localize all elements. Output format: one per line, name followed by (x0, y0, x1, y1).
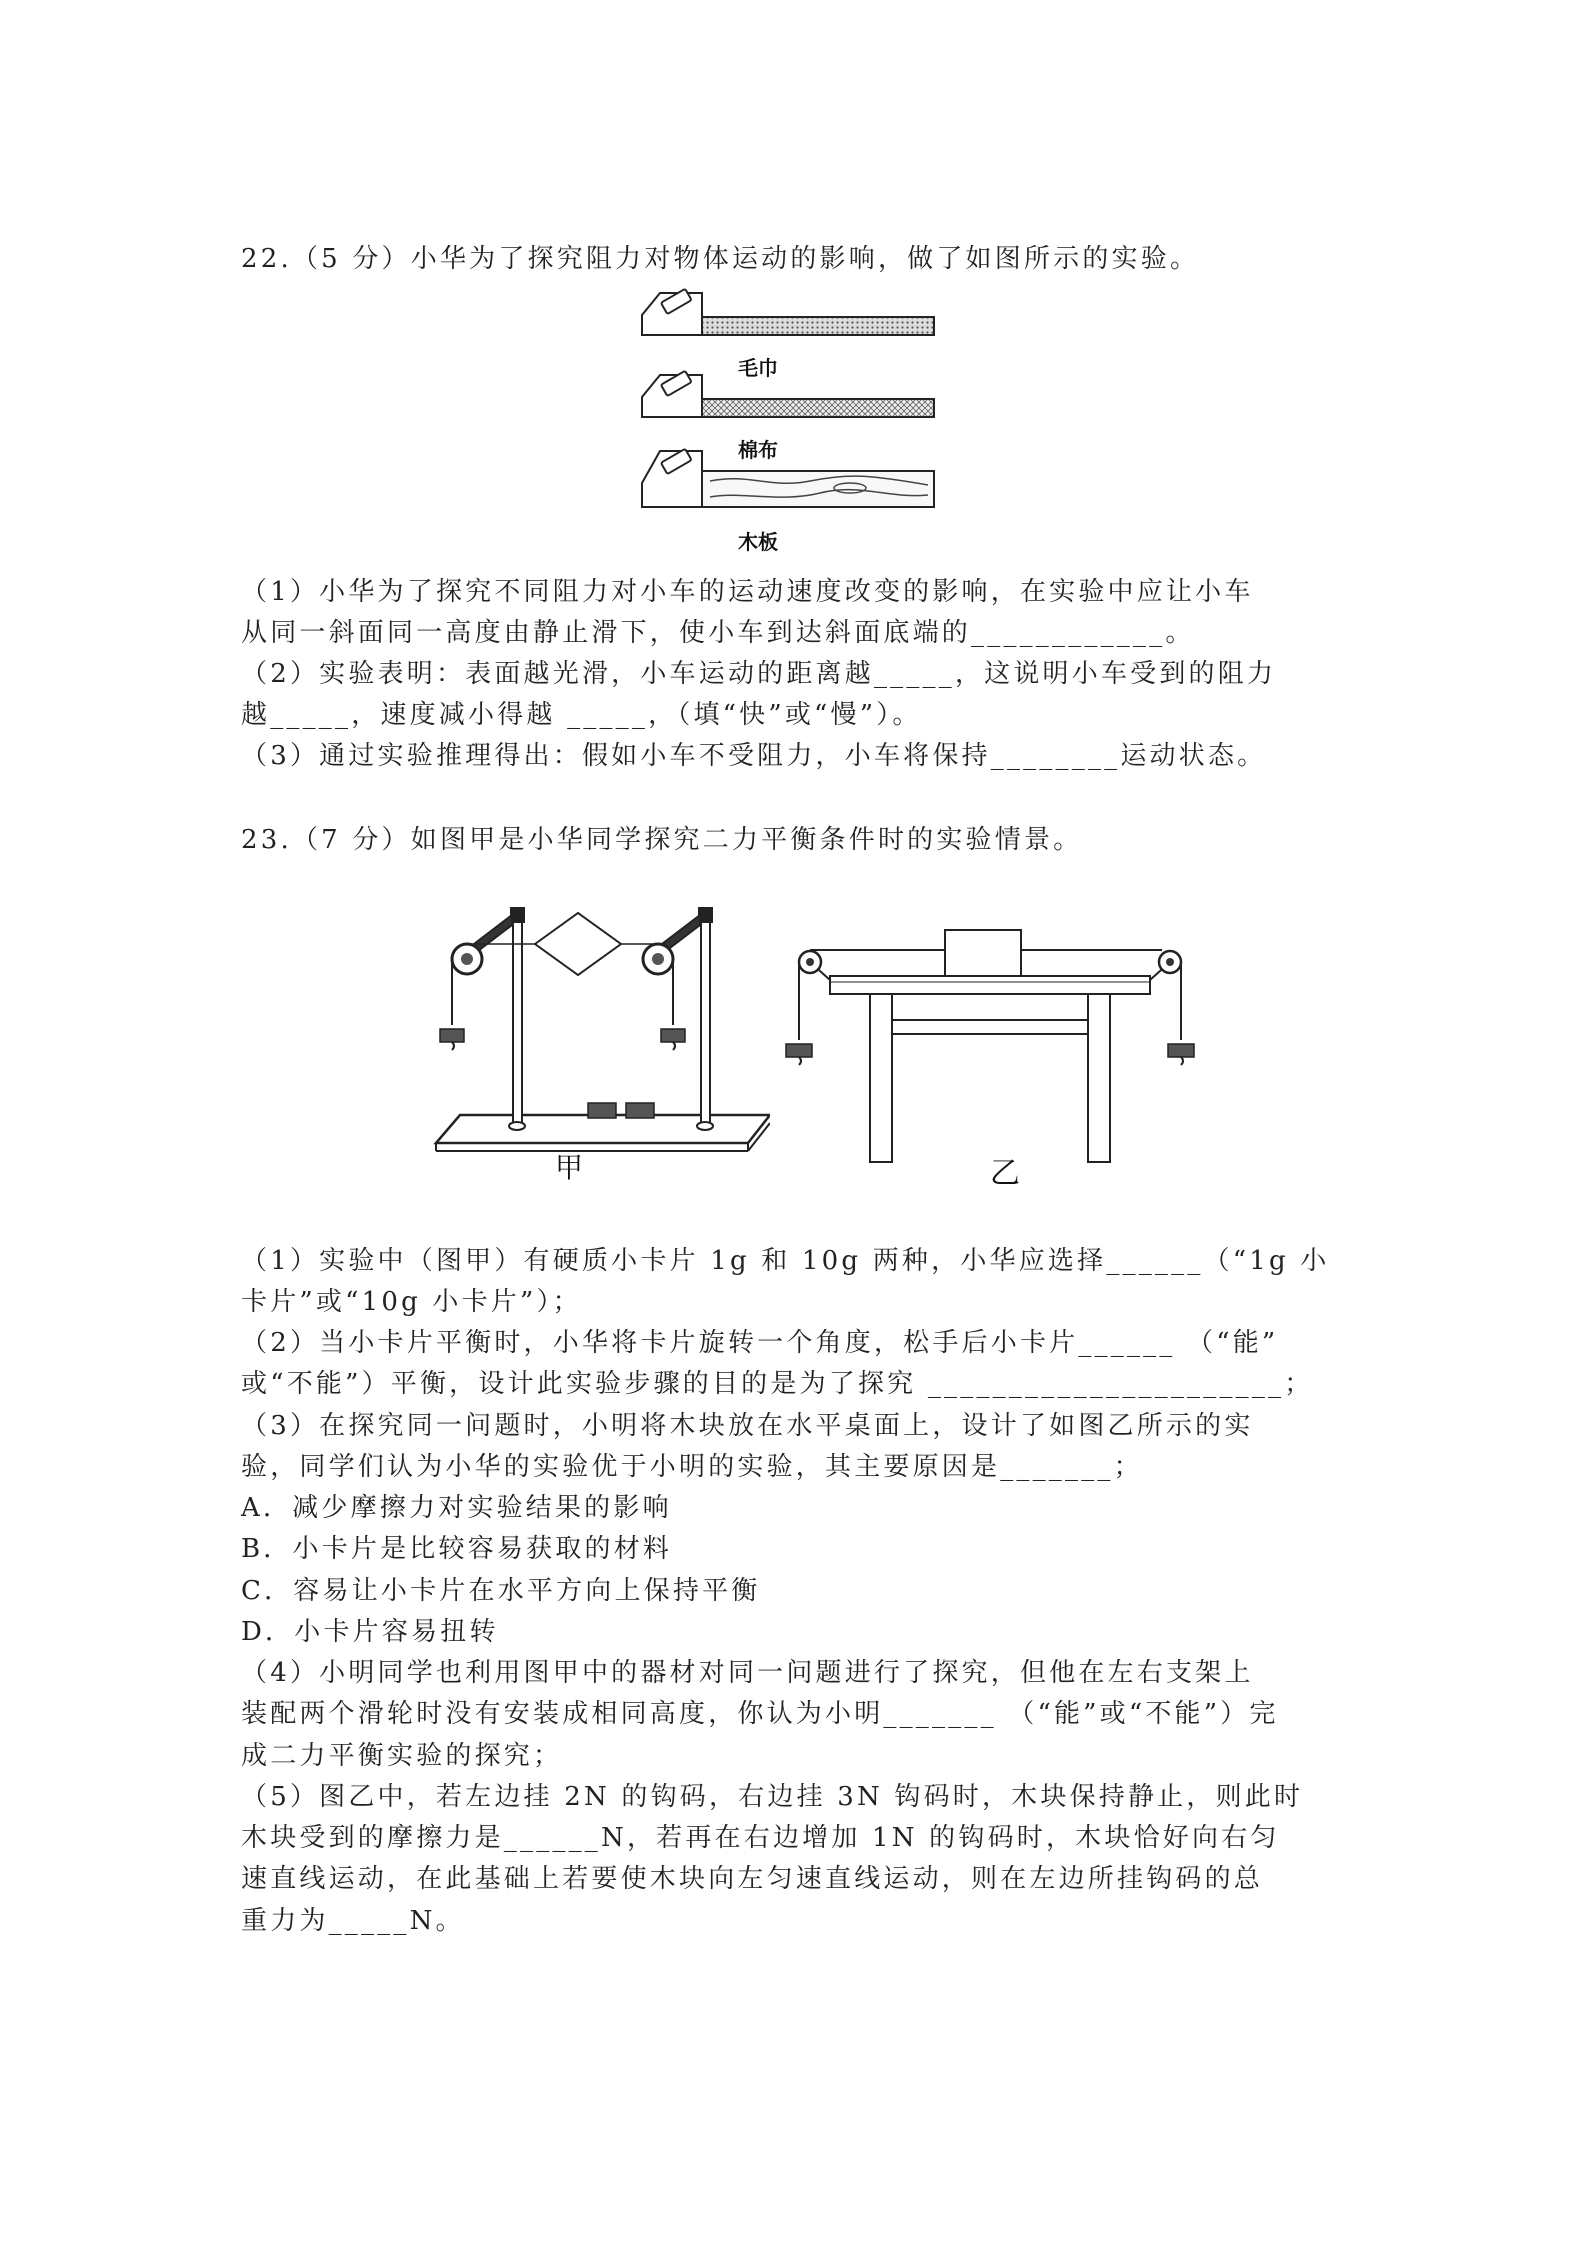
q23-option-a: A．减少摩擦力对实验结果的影响 (241, 1493, 672, 1523)
q23-figure-yi (780, 920, 1200, 1185)
q23-line-4: 或“不能”）平衡，设计此实验步骤的目的是为了探究 ______________________； (241, 1369, 1314, 1399)
q23-line-13: 成二力平衡实验的探究； (241, 1741, 563, 1771)
q23-line-3: （2）当小卡片平衡时，小华将卡片旋转一个角度，松手后小卡片______ （“能” (241, 1328, 1279, 1358)
q23-line-15: 木块受到的摩擦力是______N，若再在右边增加 1N 的钩码时，木块恰好向右匀 (241, 1823, 1280, 1853)
q23-line-14: （5）图乙中，若左边挂 2N 的钩码，右边挂 3N 钩码时，木块保持静止，则此时 (241, 1782, 1304, 1812)
label-wood: 木板 (738, 530, 778, 554)
q22-title: 22.（5 分）小华为了探究阻力对物体运动的影响，做了如图所示的实验。 (241, 244, 1200, 274)
label-cotton: 棉布 (738, 438, 778, 462)
q22-line-1: （1）小华为了探究不同阻力对小车的运动速度改变的影响，在实验中应让小车 (241, 577, 1254, 607)
q23-title: 23.（7 分）如图甲是小华同学探究二力平衡条件时的实验情景。 (241, 825, 1083, 855)
q23-option-c: C．容易让小卡片在水平方向上保持平衡 (241, 1576, 761, 1606)
ramp-cotton (642, 371, 934, 417)
q23-line-16: 速直线运动，在此基础上若要使木块向左匀速直线运动，则在左边所挂钩码的总 (241, 1864, 1264, 1894)
label-yi: 乙 (990, 1156, 1020, 1191)
q23-option-d: D．小卡片容易扭转 (241, 1617, 499, 1647)
q23-line-6: 验，同学们认为小华的实验优于小明的实验，其主要原因是_______； (241, 1452, 1143, 1482)
q22-figure (640, 285, 940, 555)
q23-line-5: （3）在探究同一问题时，小明将木块放在水平桌面上，设计了如图乙所示的实 (241, 1411, 1254, 1441)
q23-line-12: 装配两个滑轮时没有安装成相同高度，你认为小明_______ （“能”或“不能”）完 (241, 1699, 1279, 1729)
q22-line-2: 从同一斜面同一高度由静止滑下，使小车到达斜面底端的____________。 (241, 618, 1195, 648)
label-jia: 甲 (555, 1151, 584, 1184)
q23-figure-jia (430, 885, 770, 1185)
label-towel: 毛巾 (738, 356, 778, 380)
q22-line-4: 越_____，速度减小得越 _____，（填“快”或“慢”）。 (241, 700, 922, 730)
q23-line-11: （4）小明同学也利用图甲中的器材对同一问题进行了探究，但他在左右支架上 (241, 1658, 1254, 1688)
q22-line-5: （3）通过实验推理得出：假如小车不受阻力，小车将保持________运动状态。 (241, 741, 1267, 771)
q23-line-2: 卡片”或“10g 小卡片”）； (241, 1287, 582, 1317)
q23-option-b: B．小卡片是比较容易获取的材料 (241, 1534, 673, 1564)
q23-line-1: （1）实验中（图甲）有硬质小卡片 1g 和 10g 两种，小华应选择______（“1g 小 (241, 1246, 1330, 1276)
q22-line-3: （2）实验表明：表面越光滑，小车运动的距离越_____，这说明小车受到的阻力 (241, 659, 1277, 689)
ramp-towel (642, 289, 934, 335)
q23-line-17: 重力为_____N。 (241, 1906, 465, 1936)
ramp-wood (642, 449, 934, 507)
